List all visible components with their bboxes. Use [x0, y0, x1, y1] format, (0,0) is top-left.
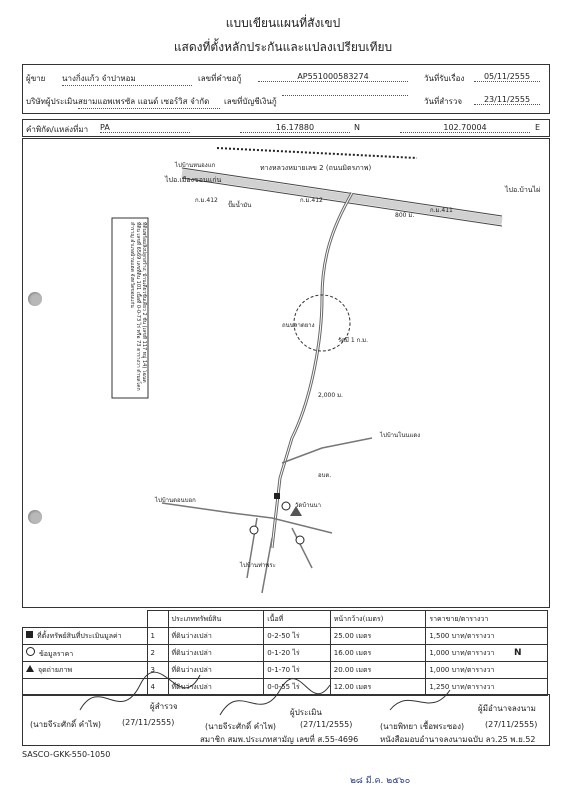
to-north-label: ไปบ้านหนองแก [175, 162, 216, 169]
stamp-date: ๒๘ มี.ค. ๒๕๖๐ [350, 776, 411, 786]
row-number: 4 [147, 679, 168, 696]
coords-lon-suffix: E [535, 123, 541, 132]
row-number: 1 [147, 628, 168, 645]
coords-lat: 16.17880 [240, 123, 350, 133]
row-price: 1,500 บาท/ตารางวา [426, 628, 548, 645]
row-width: 20.00 เมตร [330, 662, 426, 679]
petrol-label: ปั๊มน้ำมัน [228, 202, 252, 209]
key-property: ที่ตั้งทรัพย์สินที่ประเมินมูลค่า [37, 631, 122, 640]
road-top-label: ทางหลวงหมายเลข 2 (ถนนมิตรภาพ) [260, 164, 372, 172]
header-width: หน้ากว้าง(เมตร) [330, 611, 426, 628]
row-type: ที่ดินว่างเปล่า [168, 679, 264, 696]
to-nong-label: ไปบ้านโนนแดง [380, 432, 421, 439]
header-type: ประเภททรัพย์สิน [168, 611, 264, 628]
school-label: อบต. [318, 472, 332, 479]
header-price: ราคาขาย/ตารางวา [426, 611, 548, 628]
comparable-marker-icon [26, 647, 35, 656]
surveyor-date: (27/11/2555) [122, 718, 175, 727]
sketch-map [22, 138, 548, 606]
header-area: เนื้อที่ [264, 611, 330, 628]
row-width: 25.00 เมตร [330, 628, 426, 645]
key-compare: ข้อมูลราคา [39, 649, 74, 658]
appraiser-name: (นายจีระศักดิ์ คำไพ) [205, 722, 276, 731]
row-type: ที่ดินว่างเปล่า [168, 662, 264, 679]
row-area: 0-1-20 ไร่ [264, 645, 330, 662]
appraiser-company-label: บริษัทผู้ประเมิน [26, 97, 78, 106]
row-price: 1,000 บาท/ตารางวา [426, 662, 548, 679]
km-left-label: ก.ม.412 [195, 197, 218, 204]
road-concrete-label: ถนนลาดยาง [282, 322, 315, 329]
row-number: 3 [147, 662, 168, 679]
authorized-ref: หนังสือมอบอำนาจลงนามฉบับ ลว.25 พ.ย.52 [380, 735, 536, 744]
to-khonkaen-label: ไปอ.เมืองขอนแก่น [165, 176, 222, 184]
authorized-name: (นายพิทยา เชื้อพระซอง) [380, 722, 465, 731]
survey-date-label: วันที่สำรวจ [424, 97, 463, 106]
row-type: ที่ดินว่างเปล่า [168, 628, 264, 645]
coords-label: คำพิกัด/แหล่งที่มา [26, 125, 89, 134]
coords-lat-suffix: N [354, 123, 360, 132]
loan-no-value: AP551000583274 [258, 72, 408, 82]
signature-scribbles [60, 655, 500, 735]
row-number: 2 [147, 645, 168, 662]
km-right-label: ก.ม.411 [430, 207, 453, 214]
account-no-label: เลขที่บัญชีเงินกู้ [224, 97, 277, 106]
property-marker-icon [26, 631, 33, 638]
received-date-label: วันที่รับเรื่อง [424, 74, 465, 83]
row-area: 0-2-50 ไร่ [264, 628, 330, 645]
to-banphai-label: ไปอ.บ้านไผ่ [505, 186, 541, 194]
dist-800-label: 800 ม. [395, 212, 415, 219]
appraiser-title: ผู้ประเมิน [290, 708, 322, 717]
authorized-title: ผู้มีอำนาจลงนาม [478, 704, 536, 713]
table-row [23, 628, 548, 645]
dist-2000-label: 2,000 ม. [318, 392, 343, 399]
surveyor-name: (นายจีระศักดิ์ คำไพ) [30, 720, 101, 729]
received-date-value: 05/11/2555 [474, 72, 540, 82]
row-price: 1,250 บาท/ตารางวา [426, 679, 548, 696]
to-tha-label: ไปบ้านท่าพระ [240, 562, 276, 569]
temple-label: วัดบ้านนา [295, 502, 322, 509]
table-header-row [23, 611, 548, 628]
radius-label: รัศมี 1 ก.ม. [338, 337, 369, 344]
authorized-date: (27/11/2555) [485, 720, 538, 729]
row-type: ที่ดินว่างเปล่า [168, 645, 264, 662]
appraiser-company-value: สยามแอพเพรซัล แอนด์ เซอร์วิส จำกัด [78, 95, 220, 109]
document-title: แบบเขียนแผนที่สังเขป [225, 16, 341, 30]
coords-source: PA [100, 123, 190, 133]
footer-code: SASCO-GKK-550-1050 [22, 750, 111, 759]
to-donbok-label: ไปบ้านดอนบอก [155, 497, 196, 504]
appraiser-date: (27/11/2555) [300, 720, 353, 729]
photo-point-icon [26, 665, 34, 672]
appraiser-member: สมาชิก สมพ.ประเภทสามัญ เลขที่ ส.55-4696 [200, 735, 359, 744]
compass-north: N [514, 648, 522, 658]
property-marker [274, 493, 280, 499]
client-label: ผู้ขาย [26, 74, 46, 83]
account-no-value [282, 95, 408, 96]
km-mid-label: ก.ม.412 [300, 197, 323, 204]
row-price: 1,000 บาท/ตารางวา [426, 645, 548, 662]
row-width: 16.00 เมตร [330, 645, 426, 662]
property-description: ที่ดินพร้อมสิ่งปลูกสร้าง: บ้านเดี่ยวชั้นเดียว 2 ชั้น (เลขที่ 117 หมู่ 14) โฉนดที่ดิน เลขที่ 6569 เลขที่ดิน 101 เนื้อที่ 0-0-73 ไร่ หรือ 73 ตารางวา ตำบลโคกสำราญ อำเภอบ้านแฮด จังหวัดขอนแก่น [129, 222, 147, 391]
surveyor-title: ผู้สำรวจ [150, 702, 178, 711]
access-road [272, 193, 352, 548]
row-width: 12.00 เมตร [330, 679, 426, 696]
loan-no-label: เลขที่คำขอกู้ [198, 74, 242, 83]
coords-lon: 102.70004 [400, 123, 530, 133]
client-value: นางกิ่งแก้ว จำปาหอม [62, 72, 192, 86]
document-subtitle: แสดงที่ตั้งหลักประกันและแปลงเปรียบเทียบ [173, 40, 393, 54]
survey-date-value: 23/11/2555 [474, 95, 540, 105]
row-area: 0-0-55 ไร่ [264, 679, 330, 696]
row-area: 0-1-70 ไร่ [264, 662, 330, 679]
key-photo: จุดถ่ายภาพ [38, 665, 73, 674]
